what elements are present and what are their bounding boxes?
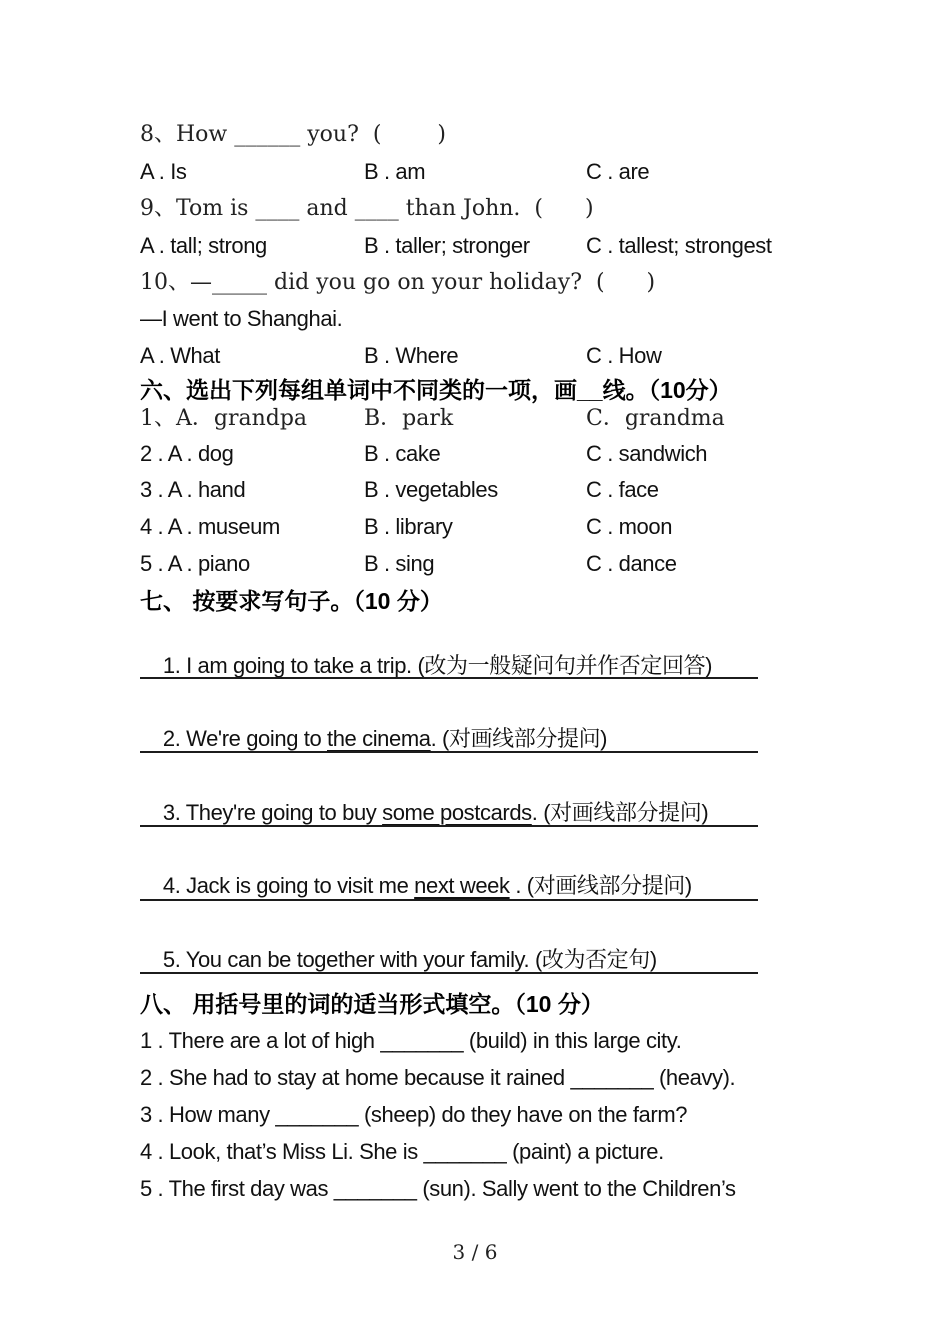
section-6-row-5: [140, 549, 677, 579]
q9-option-b: B . taller; stronger: [364, 233, 530, 258]
answer-blank-line-3: [140, 825, 758, 827]
section-8-item-1: 1 . There are a lot of high _______ (build) in this large city.: [140, 1028, 682, 1053]
answer-blank-line-5: [140, 972, 758, 974]
s6r2-option-b: B . cake: [364, 441, 441, 466]
section-6-heading: 六、选出下列每组单词中不同类的一项，画__线。（10分）: [140, 377, 732, 403]
section-6-row-2: [140, 439, 707, 469]
answer-blank-line-2: [140, 751, 758, 753]
s6r4-option-a: 4 . A . museum: [140, 514, 280, 539]
s6r4-option-b: B . library: [364, 514, 453, 539]
question-10-reply: —I went to Shanghai.: [140, 306, 343, 331]
question-9: 9、Tom is ____ and ____ than John. ( ): [140, 196, 594, 221]
section-8-item-2: 2 . She had to stay at home because it rained _______ (heavy).: [140, 1065, 736, 1090]
s7i4-text: 4. Jack is going to visit me: [162, 873, 415, 898]
s6r5-option-c: C . dance: [586, 551, 677, 576]
s7i2-tail: . (对画线部分提问): [430, 726, 608, 751]
q10-option-a: A . What: [140, 343, 220, 368]
s6r1-option-b: B．park: [364, 406, 454, 431]
question-8-options: [140, 157, 649, 187]
s7i3-text: 3. They're going to buy: [162, 800, 383, 825]
s6r3-option-b: B . vegetables: [364, 477, 498, 502]
s7i1-text: 1. I am going to take a trip. (改为一般疑问句并作否定回答): [162, 653, 713, 678]
s6r4-option-c: C . moon: [586, 514, 673, 539]
s7i2-text: 2. We're going to: [162, 726, 327, 751]
s7i3-tail: . (对画线部分提问): [531, 800, 709, 825]
answer-blank-line-4: [140, 899, 758, 901]
s6r3-option-c: C . face: [586, 477, 659, 502]
s6r2-option-c: C . sandwich: [586, 441, 708, 466]
question-9-options: [140, 231, 772, 261]
answer-blank-line-1: [140, 677, 758, 679]
q8-option-a: A . Is: [140, 159, 187, 184]
s6r5-option-a: 5 . A . piano: [140, 551, 250, 576]
section-7-heading: 七、 按要求写句子。（10 分）: [140, 588, 443, 614]
s7i5-text: 5. You can be together with your family. (改为否定句): [162, 947, 657, 972]
section-8-heading: 八、 用括号里的词的适当形式填空。（10 分）: [140, 991, 604, 1017]
s7i2-underlined: the cinema: [327, 726, 431, 751]
section-6-row-3: [140, 475, 659, 505]
q10-option-b: B . Where: [364, 343, 459, 368]
s6r2-option-a: 2 . A . dog: [140, 441, 234, 466]
q9-option-a: A . tall; strong: [140, 233, 267, 258]
q8-option-c: C . are: [586, 159, 650, 184]
page-number: 3 / 6: [452, 1240, 498, 1264]
section-6-row-4: [140, 512, 672, 542]
s6r5-option-b: B . sing: [364, 551, 435, 576]
question-10: 10、—_____ did you go on your holiday? ( ): [140, 270, 656, 295]
s6r1-option-a: 1、A．grandpa: [140, 406, 308, 431]
question-8: 8、How ______ you? ( ): [140, 122, 446, 147]
section-8-item-3: 3 . How many _______ (sheep) do they have on the farm?: [140, 1102, 688, 1127]
section-8-item-4: 4 . Look, that’s Miss Li. She is _______ (paint) a picture.: [140, 1139, 664, 1164]
q8-option-b: B . am: [364, 159, 426, 184]
s6r3-option-a: 3 . A . hand: [140, 477, 246, 502]
s7i4-underlined: next week: [414, 873, 510, 898]
s7i4-tail: . (对画线部分提问): [509, 873, 692, 898]
q10-option-c: C . How: [586, 343, 662, 368]
section-6-row-1: [140, 404, 725, 434]
s6r1-option-c: C．grandma: [586, 406, 725, 431]
q9-option-c: C . tallest; strongest: [586, 233, 772, 258]
question-10-options: [140, 341, 661, 371]
section-8-item-5: 5 . The first day was _______ (sun). Sally went to the Children’s: [140, 1176, 736, 1201]
s7i3-underlined: some postcards: [382, 800, 532, 825]
